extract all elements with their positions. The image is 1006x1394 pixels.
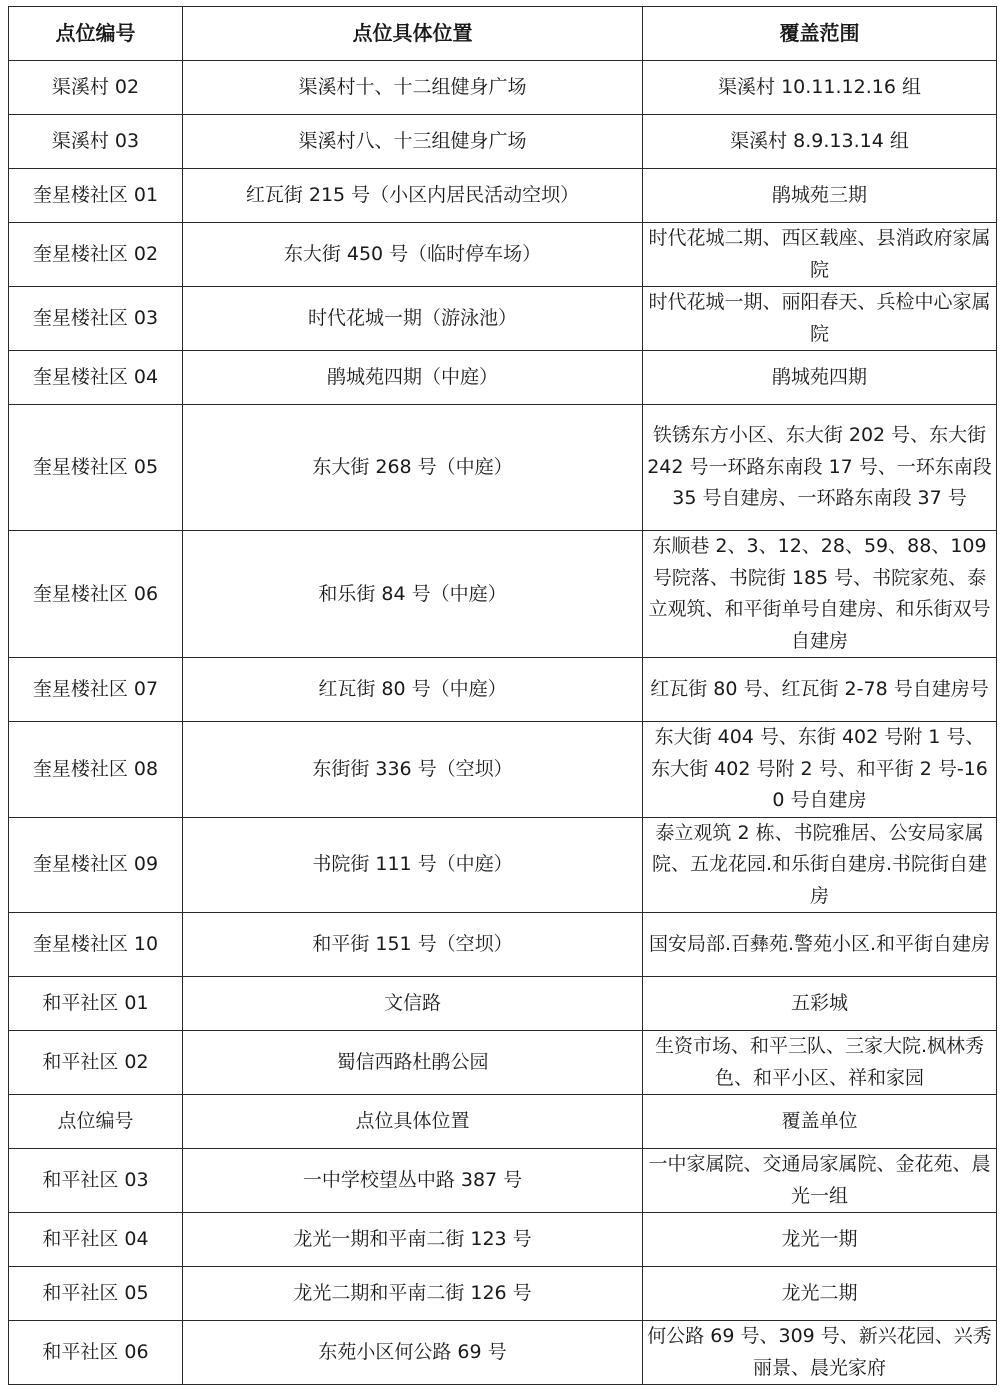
location-cell: 一中学校望丛中路 387 号 xyxy=(183,1149,643,1213)
location-table xyxy=(8,6,997,1385)
point-id-cell: 奎星楼社区 07 xyxy=(9,658,183,722)
location-cell: 文信路 xyxy=(183,977,643,1031)
coverage-cell: 时代花城一期、丽阳春天、兵检中心家属院 xyxy=(643,287,997,351)
table-row xyxy=(9,61,997,115)
table-row xyxy=(9,405,997,531)
point-id-cell: 渠溪村 03 xyxy=(9,115,183,169)
header-location: 点位具体位置 xyxy=(183,7,643,61)
coverage-cell: 渠溪村 8.9.13.14 组 xyxy=(643,115,997,169)
location-cell: 东大街 268 号（中庭） xyxy=(183,405,643,531)
location-cell: 和平街 151 号（空坝） xyxy=(183,913,643,977)
repeated-header-row xyxy=(9,1095,997,1149)
location-cell: 东苑小区何公路 69 号 xyxy=(183,1321,643,1385)
coverage-cell: 铁锈东方小区、东大街 202 号、东大街 242 号一环路东南段 17 号、一环东南段 35 号自建房、一环路东南段 37 号 xyxy=(643,405,997,531)
location-cell: 蜀信西路杜鹃公园 xyxy=(183,1031,643,1095)
table-row xyxy=(9,223,997,287)
location-cell: 东大街 450 号（临时停车场） xyxy=(183,223,643,287)
coverage-cell: 时代花城二期、西区载座、县消政府家属院 xyxy=(643,223,997,287)
point-id-cell: 和平社区 01 xyxy=(9,977,183,1031)
table-header-row xyxy=(9,7,997,61)
coverage-cell: 泰立观筑 2 栋、书院雅居、公安局家属院、五龙花园.和乐街自建房.书院街自建房 xyxy=(643,817,997,913)
location-cell: 书院街 111 号（中庭） xyxy=(183,817,643,913)
table-row xyxy=(9,1213,997,1267)
table-row xyxy=(9,1149,997,1213)
point-id-cell: 奎星楼社区 09 xyxy=(9,817,183,913)
point-id-cell: 奎星楼社区 01 xyxy=(9,169,183,223)
point-id-cell: 渠溪村 02 xyxy=(9,61,183,115)
header-coverage: 覆盖范围 xyxy=(643,7,997,61)
point-id-cell: 奎星楼社区 04 xyxy=(9,351,183,405)
coverage-cell: 渠溪村 10.11.12.16 组 xyxy=(643,61,997,115)
coverage-cell: 国安局部.百彝苑.警苑小区.和平街自建房 xyxy=(643,913,997,977)
coverage-cell: 东大街 404 号、东街 402 号附 1 号、东大街 402 号附 2 号、和平街 2 号-160 号自建房 xyxy=(643,722,997,818)
coverage-cell: 生资市场、和平三队、三家大院.枫林秀色、和平小区、祥和家园 xyxy=(643,1031,997,1095)
coverage-cell: 龙光二期 xyxy=(643,1267,997,1321)
location-cell: 东街街 336 号（空坝） xyxy=(183,722,643,818)
repeated-header-coverage: 覆盖单位 xyxy=(643,1095,997,1149)
table-row xyxy=(9,1321,997,1385)
table-row xyxy=(9,977,997,1031)
table-row xyxy=(9,115,997,169)
point-id-cell: 和平社区 05 xyxy=(9,1267,183,1321)
coverage-cell: 东顺巷 2、3、12、28、59、88、109 号院落、书院街 185 号、书院家苑、泰立观筑、和平街单号自建房、和乐街双号自建房 xyxy=(643,531,997,658)
table-row xyxy=(9,531,997,658)
repeated-header-point-id: 点位编号 xyxy=(9,1095,183,1149)
coverage-cell: 红瓦街 80 号、红瓦街 2-78 号自建房号 xyxy=(643,658,997,722)
coverage-cell: 一中家属院、交通局家属院、金花苑、晨光一组 xyxy=(643,1149,997,1213)
point-id-cell: 和平社区 03 xyxy=(9,1149,183,1213)
repeated-header-location: 点位具体位置 xyxy=(183,1095,643,1149)
location-cell: 龙光一期和平南二街 123 号 xyxy=(183,1213,643,1267)
table-row xyxy=(9,722,997,818)
table-row xyxy=(9,287,997,351)
point-id-cell: 奎星楼社区 06 xyxy=(9,531,183,658)
coverage-cell: 五彩城 xyxy=(643,977,997,1031)
table-row xyxy=(9,1267,997,1321)
coverage-cell: 鹃城苑三期 xyxy=(643,169,997,223)
point-id-cell: 奎星楼社区 08 xyxy=(9,722,183,818)
location-cell: 渠溪村十、十二组健身广场 xyxy=(183,61,643,115)
point-id-cell: 和平社区 04 xyxy=(9,1213,183,1267)
location-cell: 时代花城一期（游泳池） xyxy=(183,287,643,351)
header-point-id: 点位编号 xyxy=(9,7,183,61)
point-id-cell: 奎星楼社区 03 xyxy=(9,287,183,351)
document-sheet xyxy=(8,6,996,1385)
location-cell: 红瓦街 80 号（中庭） xyxy=(183,658,643,722)
table-row xyxy=(9,817,997,913)
table-row xyxy=(9,169,997,223)
point-id-cell: 和平社区 02 xyxy=(9,1031,183,1095)
location-cell: 渠溪村八、十三组健身广场 xyxy=(183,115,643,169)
location-cell: 鹃城苑四期（中庭） xyxy=(183,351,643,405)
coverage-cell: 何公路 69 号、309 号、新兴花园、兴秀丽景、晨光家府 xyxy=(643,1321,997,1385)
table-row xyxy=(9,351,997,405)
location-cell: 和乐街 84 号（中庭） xyxy=(183,531,643,658)
location-cell: 红瓦街 215 号（小区内居民活动空坝） xyxy=(183,169,643,223)
coverage-cell: 鹃城苑四期 xyxy=(643,351,997,405)
point-id-cell: 奎星楼社区 10 xyxy=(9,913,183,977)
table-row xyxy=(9,658,997,722)
point-id-cell: 和平社区 06 xyxy=(9,1321,183,1385)
point-id-cell: 奎星楼社区 05 xyxy=(9,405,183,531)
point-id-cell: 奎星楼社区 02 xyxy=(9,223,183,287)
table-row xyxy=(9,1031,997,1095)
coverage-cell: 龙光一期 xyxy=(643,1213,997,1267)
location-cell: 龙光二期和平南二街 126 号 xyxy=(183,1267,643,1321)
table-row xyxy=(9,913,997,977)
